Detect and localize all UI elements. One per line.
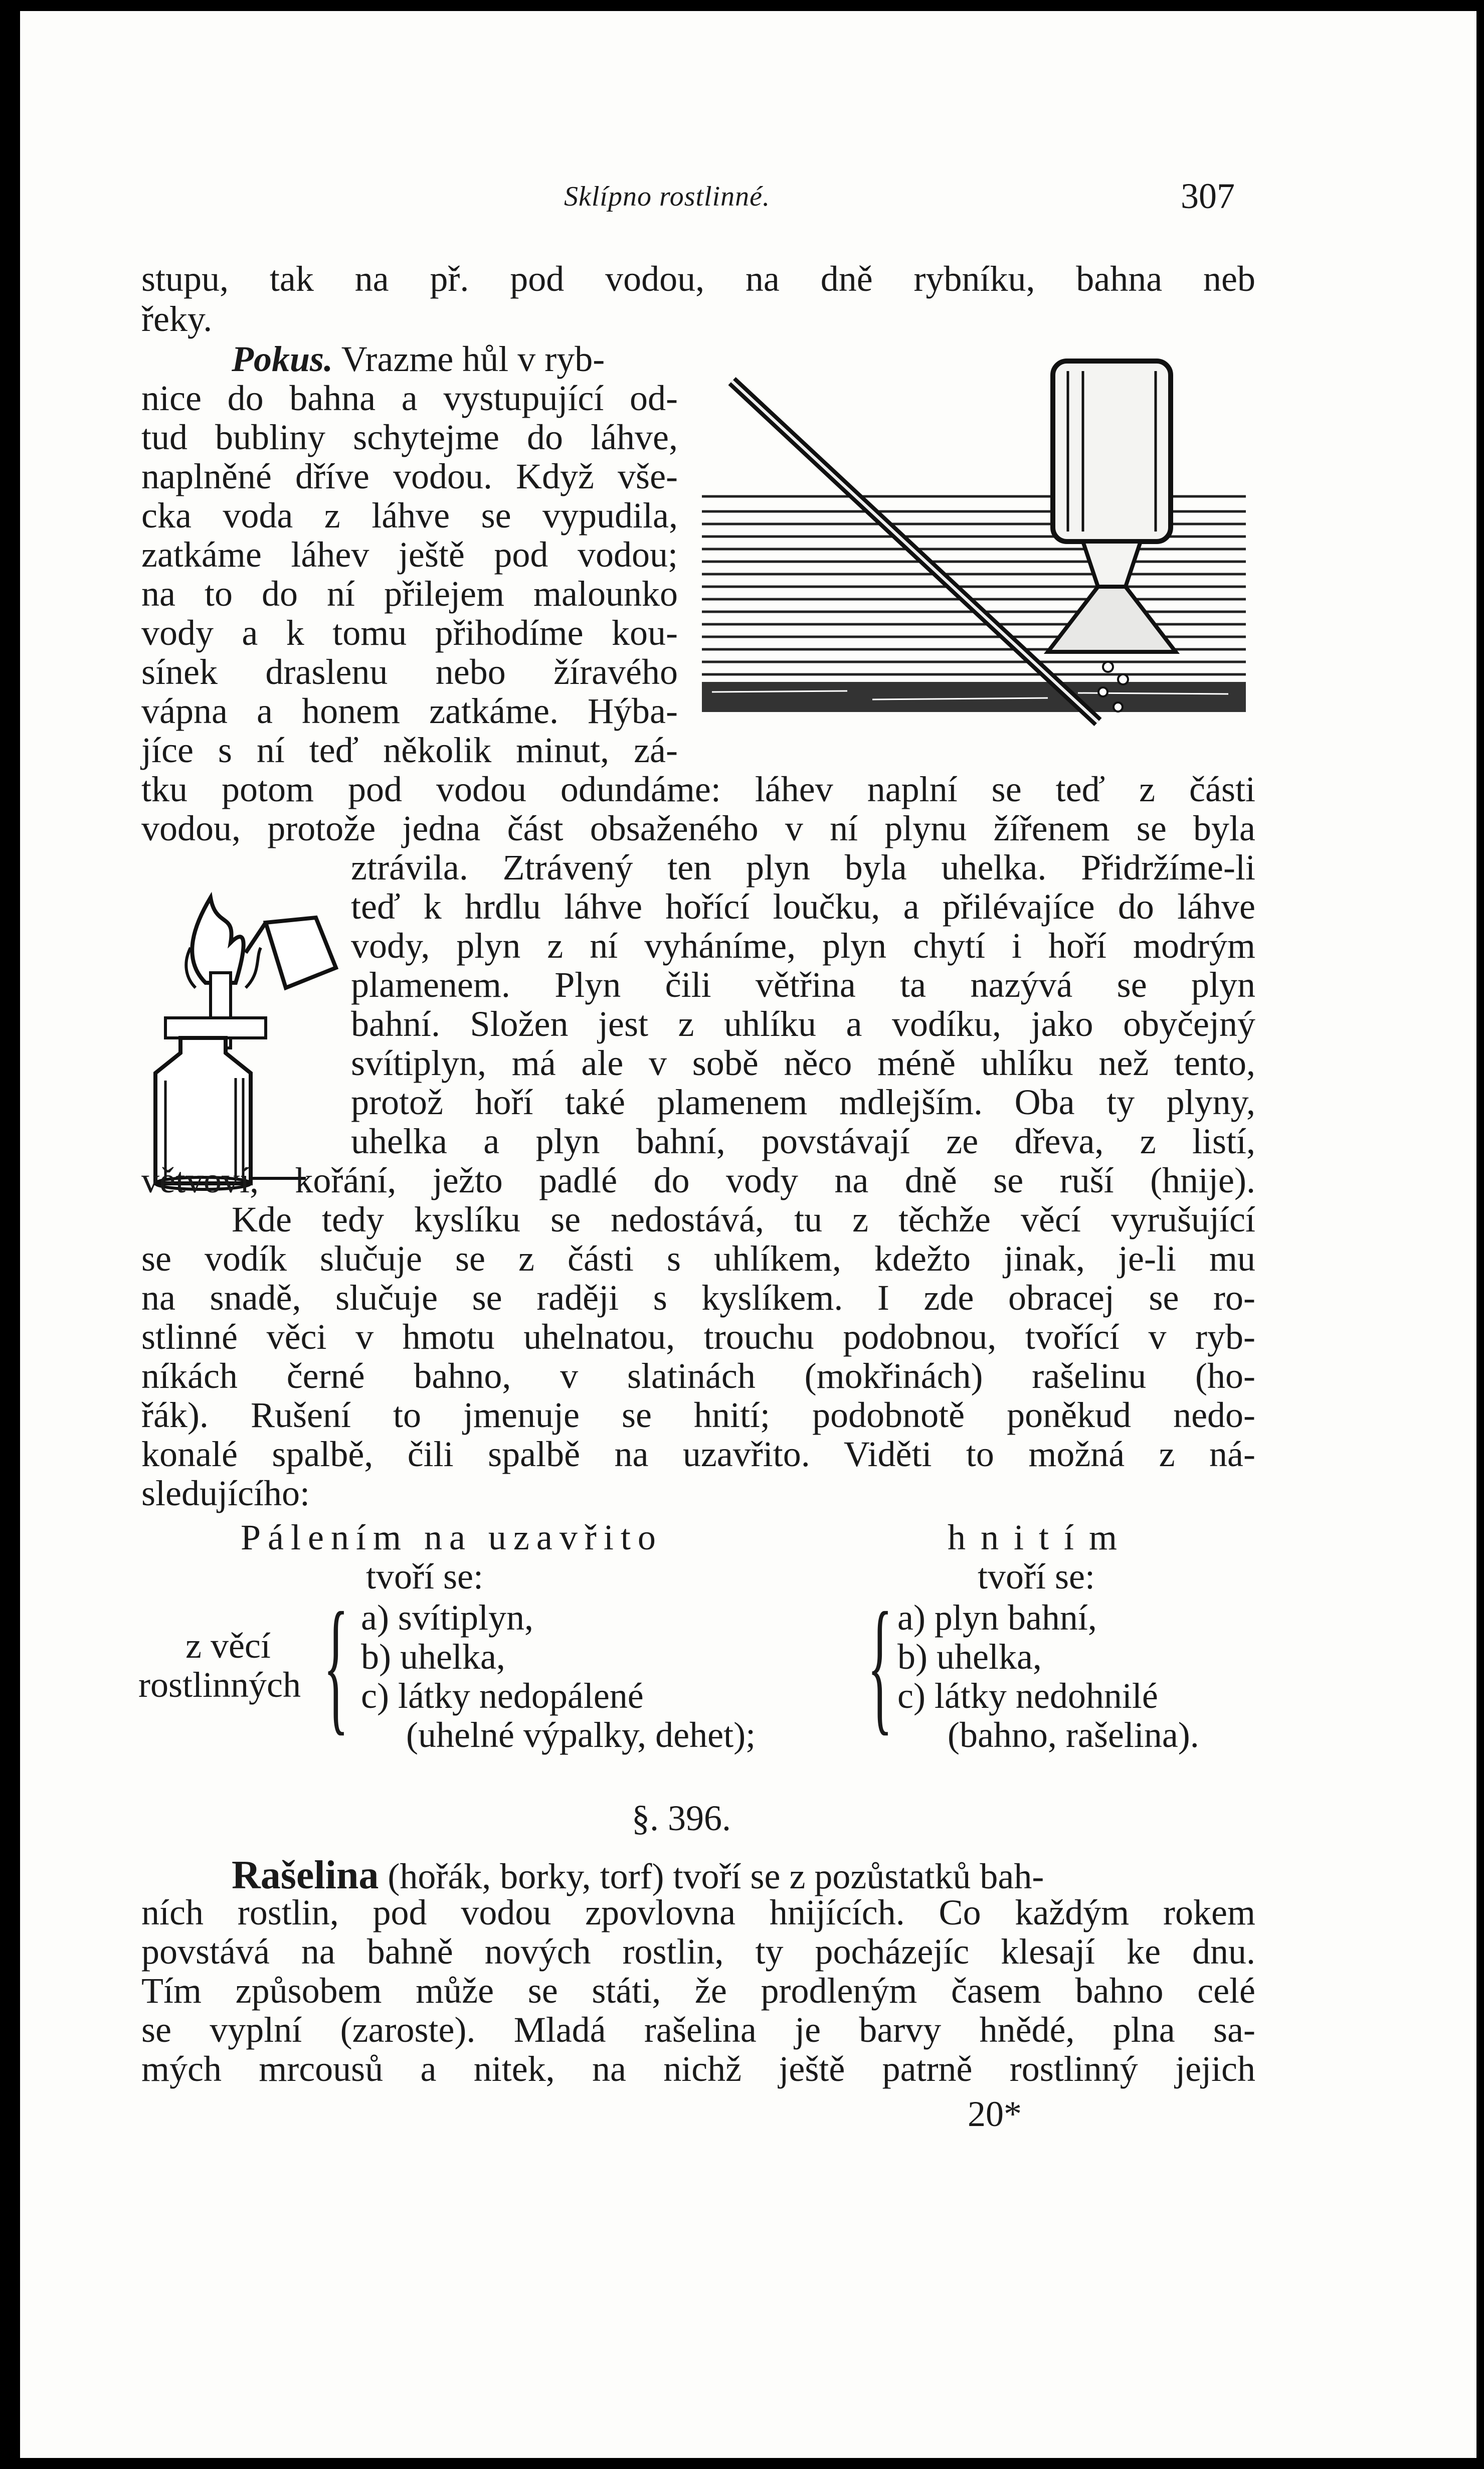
text-line: konalé spalbě, čili spalbě na uzavřito. Viděti to možná z ná- [141,1434,1255,1474]
text-line: tud bubliny schytejme do láhve, [141,417,678,457]
text-line [232,341,605,377]
text-line: Kde tedy kyslíku se nedostává, tu z těchže věcí vyrušující [232,1199,1255,1240]
text-line: svítiplyn, má ale v sobě něco méně uhlíku než tento, [351,1043,1255,1083]
right-column-heading: hnitím [948,1517,1133,1557]
right-item: c) látky nedohnilé [897,1676,1158,1716]
bottle-flame-illustration [135,883,346,1208]
text-line: zatkáme láhev ještě pod vodou; [141,535,678,575]
text-line: vody a k tomu přihodíme kou- [141,613,678,653]
left-item: b) uhelka, [361,1637,505,1677]
text-line: Tím způsobem může se státi, že prodleným časem bahno celé [141,1971,1255,2011]
text-line: na to do ní přilejem malounko [141,574,678,614]
text-line: na snadě, slučuje se raději s kyslíkem. I zde obracej se ro- [141,1278,1255,1318]
text-line: se vodík slučuje se z části s uhlíkem, kdežto jinak, je-li mu [141,1239,1255,1279]
right-item: b) uhelka, [897,1637,1042,1677]
text-line: větvoví, kořání, ježto padlé do vody na dně se ruší (hnije). [141,1160,1255,1200]
text-line: teď k hrdlu láhve hořící loučku, a přilévajíce do láhve [351,887,1255,927]
text-line: nice do bahna a vystupující od- [141,378,678,418]
text-line: plamenem. Plyn čili větřina ta nazývá se plyn [351,965,1255,1005]
page-number: 307 [1181,176,1235,216]
text-line: se vyplní (zaroste). Mladá rašelina je barvy hnědé, plna sa- [141,2010,1255,2050]
text-line: bahní. Složen jest z uhlíku a vodíku, jako obyčejný [351,1004,1255,1044]
text-line: naplněné dříve vodou. Když vše- [141,456,678,496]
text-line: vápna a honem zatkáme. Hýba- [141,691,678,731]
text-line: vody, plyn z ní vyháníme, plyn chytí i hoří modrým [351,926,1255,966]
text-line: řák). Rušení to jmenuje se hnití; podobnotě poněkud nedo- [141,1395,1255,1435]
text-line: stlinné věci v hmotu uhelnatou, trouchu podobnou, tvořící v ryb- [141,1317,1255,1357]
text-line: mých mrcousů a nitek, na nichž ještě patrně rostlinný jejich [141,2049,1255,2089]
text-line: jíce s ní teď několik minut, zá- [141,730,678,770]
text-line: vodou, protože jedna část obsaženého v ní plynu žířenem se byla [141,808,1255,848]
text-span: (hořák, borky, torf) tvoří se z pozůstatků bah- [388,1856,1044,1896]
text-line [232,1855,1255,1895]
text-line: tku potom pod vodou odundáme: láhev naplní se teď z části [141,769,1255,809]
text-line: sledujícího: [141,1473,310,1513]
text-line: řeky. [141,299,213,339]
left-column-heading: Pálením na uzavřito [241,1517,663,1557]
text-line: ních rostlin, pod vodou zpovlovna hnijících. Co každým rokem [141,1892,1255,1932]
right-item: a) plyn bahní, [897,1598,1097,1638]
left-item: (uhelné výpalky, dehet); [406,1715,756,1755]
text-line: sínek draslenu nebo žíravého [141,652,678,692]
text-line: ztrávila. Ztrávený ten plyn byla uhelka. Přidržíme-li [351,847,1255,888]
right-column-subheading: tvoří se: [978,1556,1095,1597]
text-line: cka voda z láhve se vypudila, [141,495,678,536]
text-span: Vrazme hůl v ryb- [341,339,605,379]
right-brace: { [867,1581,893,1748]
left-column-subheading: tvoří se: [366,1556,483,1597]
running-title: Sklípno rostlinné. [564,181,771,212]
row-label: rostlinných [138,1665,301,1705]
pond-experiment-illustration [697,351,1263,762]
right-item: (bahno, rašelina). [948,1715,1199,1755]
text-line: povstává na bahně nových rostlin, ty pocházejíc klesají ke dnu. [141,1931,1255,1972]
section-number: §. 396. [632,1798,731,1838]
text-line: stupu, tak na př. pod vodou, na dně rybníku, bahna neb [141,259,1255,299]
row-label: z věcí [186,1626,271,1666]
text-line: protož hoří také plamenem mdlejším. Oba ty plyny, [351,1082,1255,1122]
text-line: níkách černé bahno, v slatinách (mokřinách) rašelinu (ho- [141,1356,1255,1396]
signature-mark: 20* [968,2094,1022,2134]
left-item: a) svítiplyn, [361,1598,533,1638]
left-item: c) látky nedopálené [361,1676,644,1716]
pokus-label: Pokus. [232,339,333,379]
left-brace: { [323,1581,349,1748]
section-term: Rašelina [232,1853,379,1897]
text-line: uhelka a plyn bahní, povstávají ze dřeva, z listí, [351,1121,1255,1161]
